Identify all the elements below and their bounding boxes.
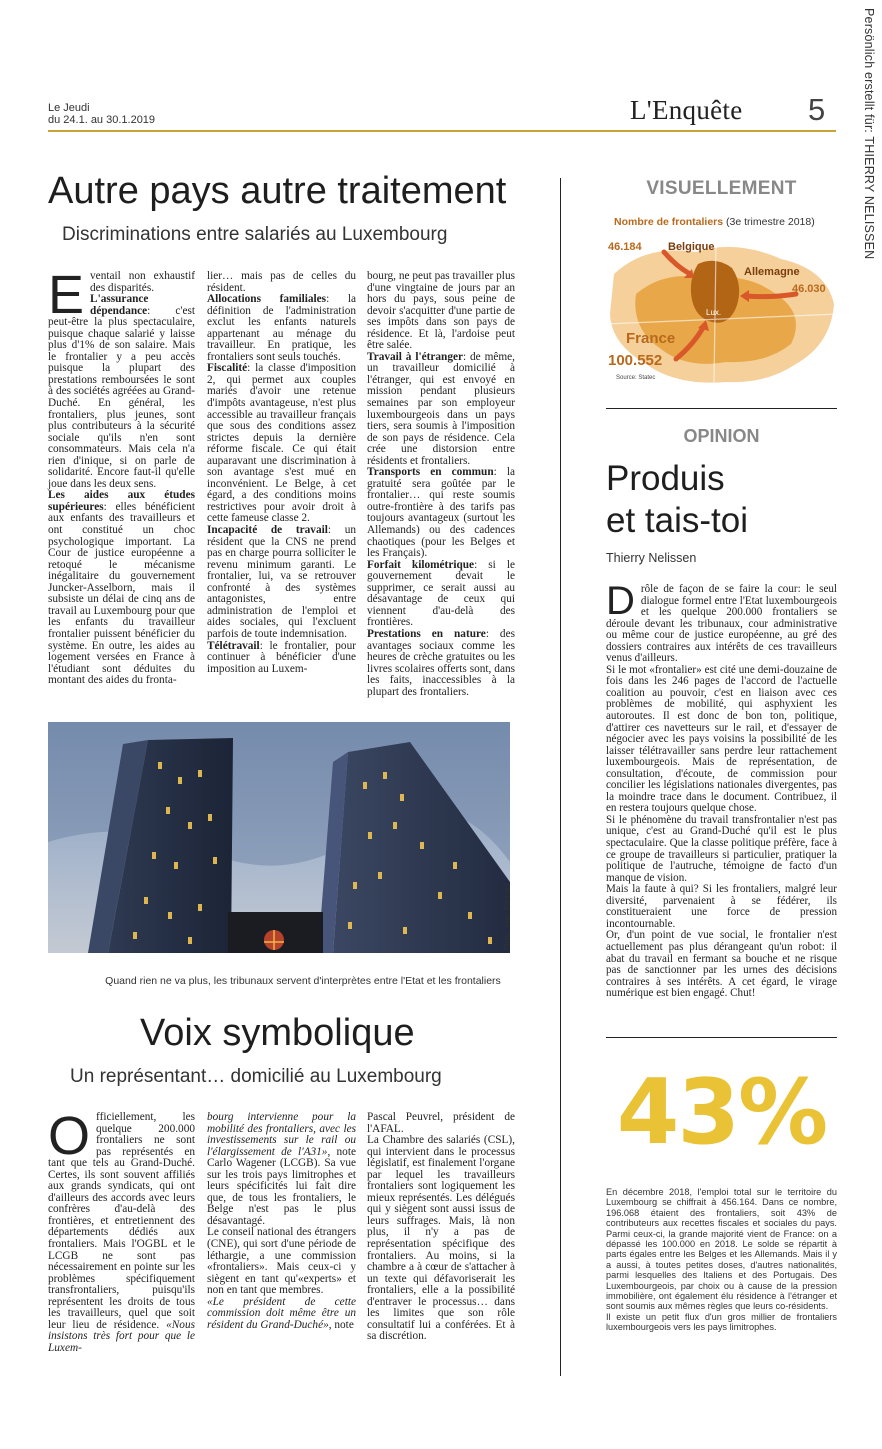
article1-c1-p3: : elles bénéficient aux enfants des travailleurs et ont constitué un choc psychologique important. La Cour de justice européenne a retoqué le mécanisme inégalitaire du gouvernement Juncker-Asselborn, mais il subsiste un délai de cinq ans de travail au Luxembourg pour que les enfants du travailleur frontalier puissent bénéficier du système. En outre, les aides au logement versées en France à l'étudiant sont déduites du montant des aides du fronta- [48,500,195,687]
article1-subtitle: Discriminations entre salariés au Luxembourg [62,224,448,245]
article2-column-3 [367,1112,515,1343]
allemagne-label: Allemagne [744,266,800,278]
article1-c3-p5: : des avantages sociaux comme les heures de crèche gratuites ou les livres scolaires offerts sont, dans les faits, inaccessibles à la plupart des frontaliers. [367,627,515,698]
issue-day: Le Jeudi [48,102,90,114]
photo-caption: Quand rien ne va plus, les tribunaux servent d'interprètes entre l'Etat et les frontaliers [105,975,501,987]
article1-c1-lead2: L'assurance dépendance [90,293,149,317]
article2-column-1 [48,1106,195,1354]
article1-c3-p1: bourg, ne peut pas travailler plus d'une vingtaine de jours par an hors du pays, sous peine de devoir s'acquitter d'une partie de ses impôts dans son pays de résidence. Et là, l'ardoise peut être salée. [367,270,515,352]
article2-c1-text: fficiellement, les quelque 200.000 frontaliers ne sont pas représentés en tant que tels au Grand-Duché. Certes, ils sont souvent affiliés aux grands syndicats, qui ont d'ailleurs des accords avec leurs confrères d'au-delà des frontières, et entretiennent des départements dédiés aux frontaliers. Mais l'OGBL et le LCGB ne sont pas nécessairement en pointe sur les problèmes spécifiquement transfrontaliers, puisqu'ils représentent les droits de tous les travailleurs, quel que soit leur lieu de résidence. [48,1111,195,1331]
opinion-paragraph: Si le mot «frontalier» est cité une demi-douzaine de fois dans les 246 pages de l'accord de l'actuelle coalition au pouvoir, c'est en liaison avec ces problèmes de mobilité, qui asphyxient les autoroutes. Il est donc de bon ton, politique, d'attirer ces navetteurs sur le rail, et d'essayer de négocier avec les pays voisins la possibilité de les laisser télétravailler sans perdre leur rattachement luxembourgeois. Mais de représentation, de consultation, d'écoute, de commission pour concilier les législations nationales divergentes, pas la moindre trace dans le document. Contribuez, il en restera toujours quelque chose. [606,663,837,815]
visuellement-title: VISUELLEMENT [646,178,797,199]
visuellement-subtitle-detail: (3e trimestre 2018) [726,216,815,228]
opinion-body [606,579,837,1000]
map-source: Source: Statec [616,375,656,381]
header-rule [48,130,836,132]
frontaliers-map [606,234,838,392]
lux-label: Lux. [706,308,722,317]
article1-c2-p4: : un résident que la CNS ne prend pas en charge pourra solliciter le revenu minimum garanti. Le frontalier, lui, va se retrouver confronté à des systèmes antagonistes, entre administration de l'emploi et aides sociales, qui l'excluent parfois de toute indemnisation. [207,524,356,640]
column-divider [560,178,561,1376]
allemagne-value: 46.030 [792,283,826,295]
article1-column-3 [367,271,515,698]
divider-opinion [606,1037,837,1038]
visuellement-subtitle [614,216,815,228]
opinion-kicker: OPINION [683,426,760,446]
page-number: 5 [808,92,826,127]
stat-value: 43% [616,1060,827,1165]
belgique-label: Belgique [668,241,715,253]
article1-c2-p5: : le frontalier, pour continuer à bénéficier d'une imposition au Luxem- [207,639,356,675]
article1-c2-lead5: Télétravail [207,639,260,652]
stat-paragraph: Il existe un petit flux d'un gros millier de frontaliers luxembourgeois vers les pays limitrophes. [606,1311,837,1333]
stat-note [606,1187,837,1333]
section-title: L'Enquête [630,95,743,125]
article1-c1-lead3: Les aides aux études supérieures [48,489,195,513]
stat-paragraph: En décembre 2018, l'emploi total sur le territoire du Luxembourg se chiffrait à 456.164. Dans ce nombre, 196.068 étaient des frontaliers, soit 43% de contributeurs aux recettes fiscales et sociales du pays. Parmi ceux-ci, la grande majorité vient de France: on a dépassé les 100.000 en 2018. Le solde se répartit à parts égales entre les Belges et les Allemands. Mais il y a aussi, à toutes petites doses, d'autres nationalités, parmi lesquelles des Italiens et des Portugais. Des Luxembourgeois, par choix ou à cause de la pression immobilière, ont également élu résidence à l'étranger et sont soumis aux mêmes règles que leurs co-résidents. [606,1187,837,1312]
photo-credit-text: Photo: Alain Rischard [504,883,511,950]
article1-c2-p1: lier… mais pas de celles du résident. [207,270,356,294]
towers-illustration [48,722,510,953]
france-value: 100.552 [608,352,663,369]
opinion-dropcap: D [606,579,635,623]
article1-dropcap: E [48,265,85,325]
personalized-for-text: Persönlich erstellt für: THIERRY NELISSEN [862,8,876,260]
opinion-paragraph: Mais la faute à qui? Si les frontaliers, malgré leur diversité, parvenaient à se fédérer, ils constitueraient une force de pression incontournable. [606,883,837,930]
opinion-paragraph: rôle de façon de se faire la cour: le seul dialogue formel entre l'Etat luxembourgeois et les quelque 200.000 frontaliers se déroule devant les tribunaux, cour administrative ou même cour de justice européenne, au gré des dossiers contraires aux intérêts de ces travailleurs venus d'ailleurs. [606,583,837,665]
article2-c1-quote: «Nous insistons très fort pour que le Luxem- [48,1318,195,1354]
article2-c3-text-b: La Chambre des salariés (CSL), qui intervient dans le processus législatif, est finalement l'organe par lequel les travailleurs frontaliers sont logiquement les mieux représentés. Les délégués qui y siègent sont aussi issus de leurs suffrages. Mais, là non plus, il n'y a pas de représentation spécifique des frontaliers. Au moins, si la chambre a à cœur de s'attacher à un texte qui défavoriserait les frontaliers, elle a la possibilité d'entraver le processus… dans les limites que son rôle consultatif lui a conférées. Et à sa discrétion. [367,1134,515,1343]
opinion-title-line1: Produis [606,459,725,498]
article1-c2-p3: : la classe d'imposition 2, qui permet aux couples mariés d'avoir une retenue d'impôts avantageuse, n'est plus accessible au travailleur français que sous des conditions assez strictes depuis la dernière réforme fiscale. Ce qui était auparavant une discrimination à son avantage s'est mué en inconvénient. Le Belge, à cet égard, a des conditions moins restrictives pour avoir droit à cette fameuse classe 2. [207,362,356,525]
personalized-for-note [858,8,880,308]
article1-c3-lead5: Prestations en nature [367,627,486,640]
visuellement-subtitle-main: Nombre de frontaliers [614,216,724,228]
article1-c1-p2: : c'est peut-être la plus spectaculaire, puisque chaque salarié y laisse plus d'1% de son salaire. Mais le frontalier y a peu accès puisque la plupart des prestations remboursées le sont à des sociétés agréées au Grand-Duché. En général, les frontaliers, plus jeunes, sont plus contributeurs à la sécurité sociale qu'ils n'en sont consommateurs. Mais cela n'a rien d'inique, si on parle de solidarité. Encore faut-il qu'elle joue dans les deux sens. [48,304,195,490]
article1-c2-lead3: Fiscalité [207,362,248,375]
opinion-title [606,458,748,542]
france-label: France [626,330,676,347]
article2-c3-text-a: Pascal Peuvrel, président de l'AFAL. [367,1111,515,1135]
article2-subtitle: Un représentant… domicilié au Luxembourg [70,1066,442,1087]
article2-c2-quote-c: «Le président de cette commission doit même être un résident du Grand-Duché» [207,1295,356,1331]
article1-c2-lead4: Incapacité de travail [207,524,328,537]
belgique-value: 46.184 [608,241,642,253]
opinion-title-line2: et tais-toi [606,501,748,540]
towers-photo [48,722,510,953]
article2-dropcap: O [48,1106,91,1166]
article1-c2-lead2: Allocations familiales [207,293,327,306]
article1-c3-lead3: Transports en commun [367,466,494,479]
article2-column-2 [207,1112,356,1331]
article2-c2-text-a: , note Carlo Wagener (LCGB). Sa vue sur les trois pays limitrophes et leurs spécificités lui fait dire que, de tous les frontaliers, le Belge n'est pas le plus désavantagé. [207,1145,356,1227]
divider-visuellement [606,408,837,409]
opinion-paragraph: Si le phénomène du travail transfrontalier n'est pas unique, c'est au Grand-Duché qu'il est le plus spectaculaire. Que la classe politique préfère, face à ce groupe de travailleurs si particulier, pratiquer la politique de l'autruche, témoigne de facto d'un manque de vision. [606,813,837,884]
article1-title: Autre pays autre traitement [48,170,507,212]
article2-c2-text-b: Le conseil national des étrangers (CNE), qui sort d'une période de léthargie, a une commission «frontaliers». Mais ceux-ci y siègent en tant qu'«experts» et non en tant que membres. [207,1226,356,1297]
article2-c2-quote-a: bourg intervienne pour la mobilité des frontaliers, avec les investissements sur le rail ou l'élargissement de l'A31» [207,1111,356,1158]
article1-c3-p2: : de même, un travailleur domicilié à l'étranger, qui est envoyé en mission pendant plusieurs semaines par son employeur luxembourgeois dans un pays tiers, sera soumis à l'imposition de son pays de résidence. Cela crée une distorsion entre résidents et frontaliers. [367,350,515,467]
article1-c1-p1: ventail non exhaustif des disparités. [90,270,195,294]
article1-c3-p4: : si le gouvernement devait le supprimer, ce serait aussi au désavantage de ceux qui viennent d'au-delà des frontières. [367,558,515,629]
article1-c2-p2: : la définition de l'administration exclut les enfants naturels appartenant au ménage du travailleur. En pratique, les frontaliers sont seuls touchés. [207,293,356,363]
photo-credit [504,880,516,950]
article1-c3-lead4: Forfait kilométrique [367,558,475,571]
article2-c2-text-c: , note [328,1318,354,1331]
issue-dates: du 24.1. au 30.1.2019 [48,114,156,126]
article1-column-2 [207,271,356,675]
opinion-author: Thierry Nelissen [606,551,697,565]
opinion-paragraph: Or, d'un point de vue social, le frontalier n'est actuellement pas plus dérangeant qu'un robot: il abat du travail en fermant sa bouche et ne risque pas de sanctionner par les urnes des décisions contraires à ses intérêts. A cet égard, le virage numérique est bien engagé. Chut! [606,929,837,1000]
article2-title: Voix symbolique [140,1012,415,1054]
article1-c3-lead2: Travail à l'étranger [367,350,464,363]
article1-c3-p3: : la gratuité sera goûtée par le frontalier… qui reste soumis outre-frontière à des tarifs pas toujours avantageux (surtout les Allemands) ou des cadences chaotiques (pour les Belges et les Français). [367,466,516,560]
issue-date [48,102,155,126]
article1-column-1 [48,265,195,687]
